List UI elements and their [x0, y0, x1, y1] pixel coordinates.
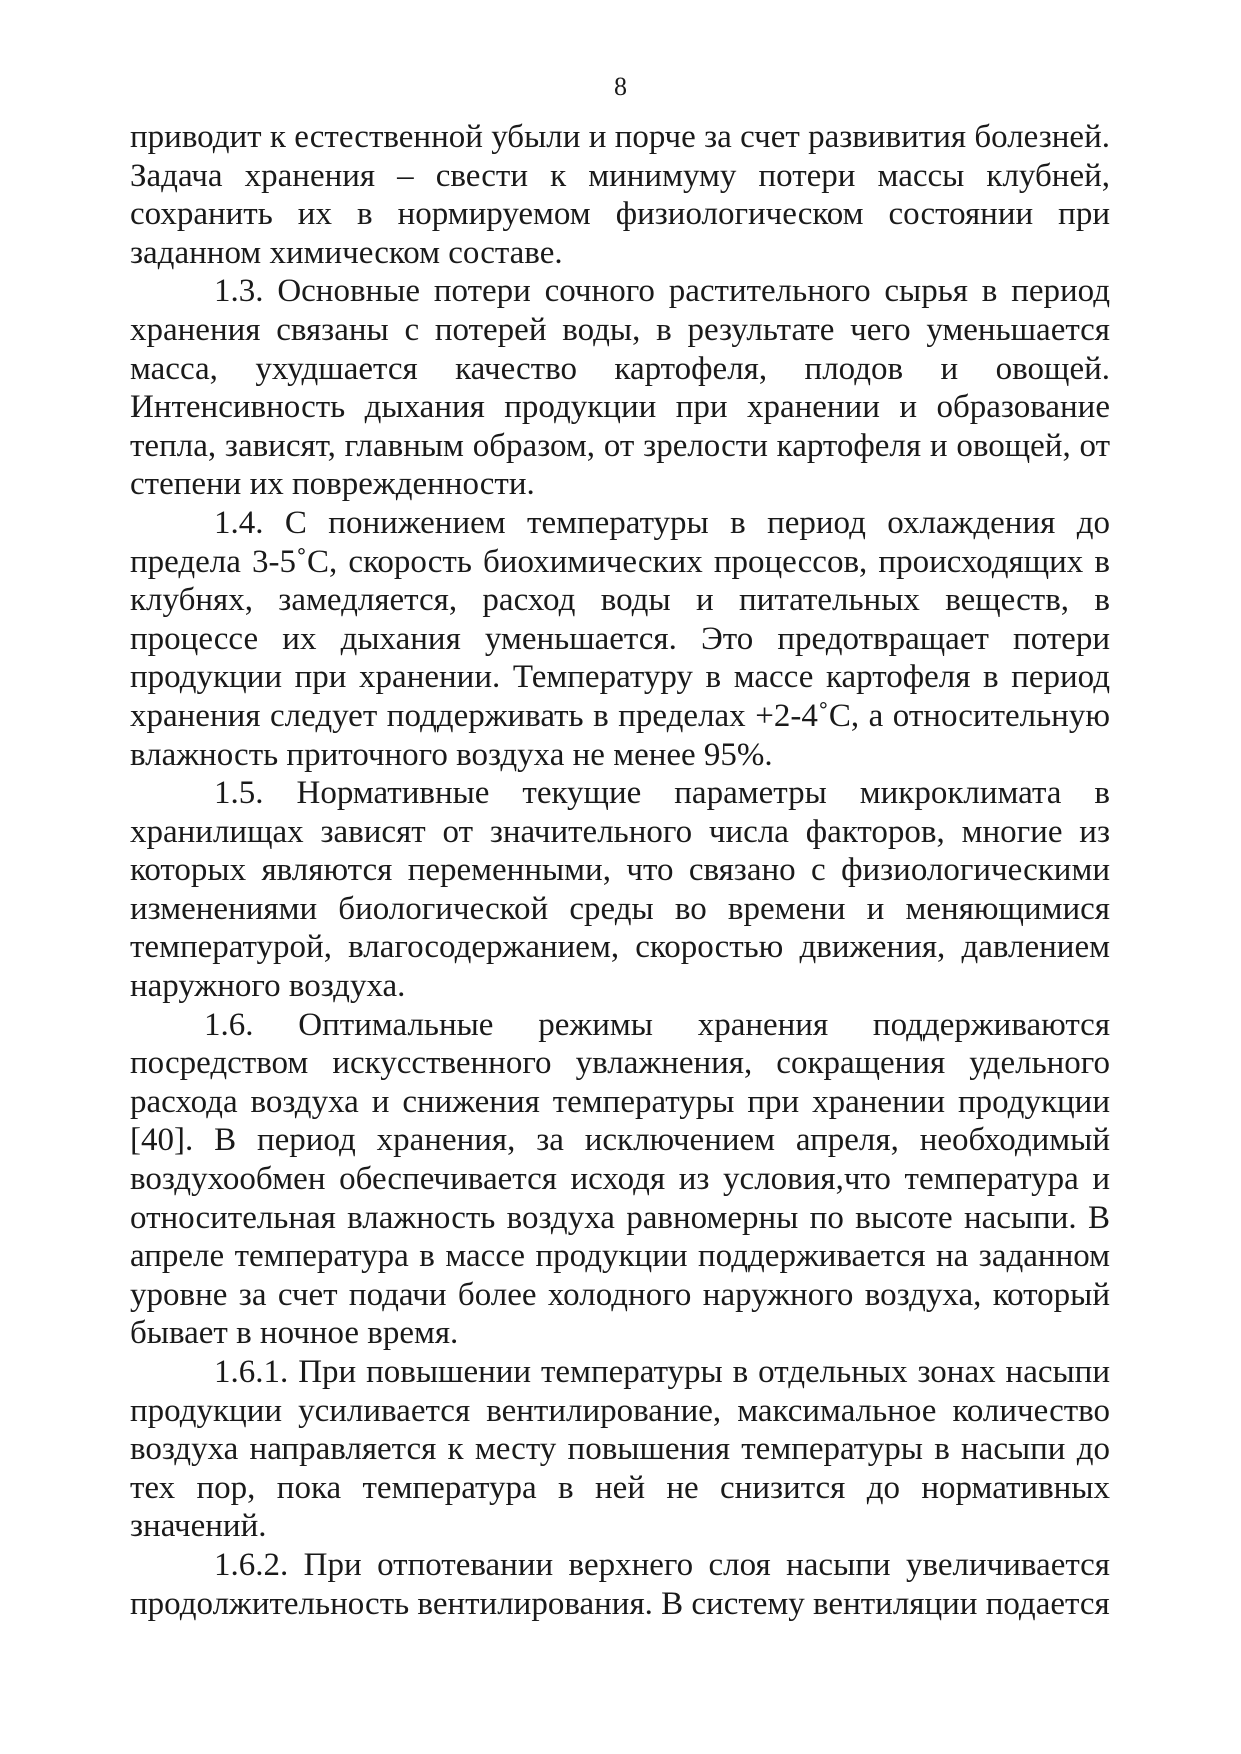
- paragraph-1-5: 1.5. Нормативные текущие параметры микроклимата в хранилищах зависят от значительного числа факторов, многие из которых являются переменными, что связано с физиологическими изменениями биологической среды во времени и меняющимися температурой, влагосодержанием, скоростью движения, давлением наружного воздуха.: [130, 775, 1110, 1005]
- paragraph-1-6-1: 1.6.1. При повышении температуры в отдельных зонах насыпи продукции усиливается вентилирование, максимальное количество воздуха направляется к месту повышения температуры в насыпи до тех пор, пока температура в ней не снизится до нормативных значений.: [130, 1354, 1110, 1545]
- paragraph-intro: приводит к естественной убыли и порче за счет развивития болезней. Задача хранения – свести к минимуму потери массы клубней, сохранить их в нормируемом физиологическом состоянии при заданном химическом составе.: [130, 119, 1110, 271]
- paragraph-1-6-2: 1.6.2. При отпотевании верхнего слоя насыпи увеличивается продолжительность вентилирования. В систему вентиляции подается: [130, 1546, 1110, 1622]
- paragraph-1-6: 1.6. Оптимальные режимы хранения поддерживаются посредством искусственного увлажнения, сокращения удельного расхода воздуха и снижения температуры при хранении продукции [40]. В период хранения, за исключением апреля, необходимый воздухообмен обеспечивается исходя из условия,что температура и относительная влажность воздуха равномерны по высоте насыпи. В апреле температура в массе продукции поддерживается на заданном уровне за счет подачи более холодного наружного воздуха, который бывает в ночное время.: [130, 1006, 1110, 1352]
- paragraph-1-3: 1.3. Основные потери сочного растительного сырья в период хранения связаны с потерей воды, в результате чего уменьшается масса, ухудшается качество картофеля, плодов и овощей. Интенсивность дыхания продукции при хранении и образование тепла, зависят, главным образом, от зрелости картофеля и овощей, от степени их поврежденности.: [130, 273, 1110, 503]
- page-number: 8: [614, 72, 627, 101]
- paragraph-1-4: 1.4. С понижением температуры в период охлаждения до предела 3-5˚С, скорость биохимических процессов, происходящих в клубнях, замедляется, расход воды и питательных веществ, в процессе их дыхания уменьшается. Это предотвращает потери продукции при хранении. Температуру в массе картофеля в период хранения следует поддерживать в пределах +2-4˚С, а относительную влажность приточного воздуха не менее 95%.: [130, 504, 1110, 773]
- text-body: [130, 118, 1110, 1623]
